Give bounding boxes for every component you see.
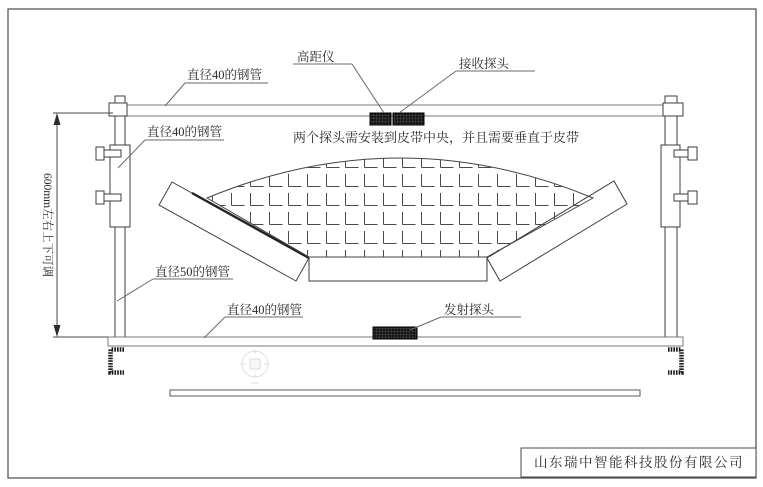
label-pipe40-bottom: 直径40的钢管 xyxy=(227,303,303,317)
left-c-clamp xyxy=(111,350,125,373)
label-pipe50: 直径50的钢管 xyxy=(155,265,231,279)
label-pipe40-mid: 直径40的钢管 xyxy=(147,125,223,139)
top-rail-right-cap xyxy=(663,103,683,116)
review-stamp-watermark xyxy=(240,350,270,383)
dim-arrow-down xyxy=(54,325,61,337)
right-c-clamp xyxy=(668,350,682,373)
label-pipe40-top: 直径40的钢管 xyxy=(187,68,263,82)
title-block xyxy=(521,448,756,477)
top-rail-left-cap xyxy=(109,103,127,116)
label-emitter-probe: 发射探头 xyxy=(444,303,495,317)
label-receiver-probe: 接收探头 xyxy=(459,57,510,71)
center-roller xyxy=(309,257,487,281)
height-gauge-sensor xyxy=(370,113,391,125)
company-name: 山东瑞中智能科技股份有限公司 xyxy=(534,455,744,470)
dimension-text: 600mm左右上下可调 xyxy=(41,172,53,278)
mount-clamps xyxy=(111,350,682,373)
installation-note: 两个探头需安装到皮带中央，并且需要垂直于皮带 xyxy=(293,130,580,145)
dim-arrow-up xyxy=(54,113,61,125)
label-height-gauge: 高距仪 xyxy=(297,50,335,64)
return-belt xyxy=(170,390,640,396)
receiver-probe-sensor xyxy=(393,113,424,125)
emitter-probe-sensor xyxy=(373,327,417,339)
